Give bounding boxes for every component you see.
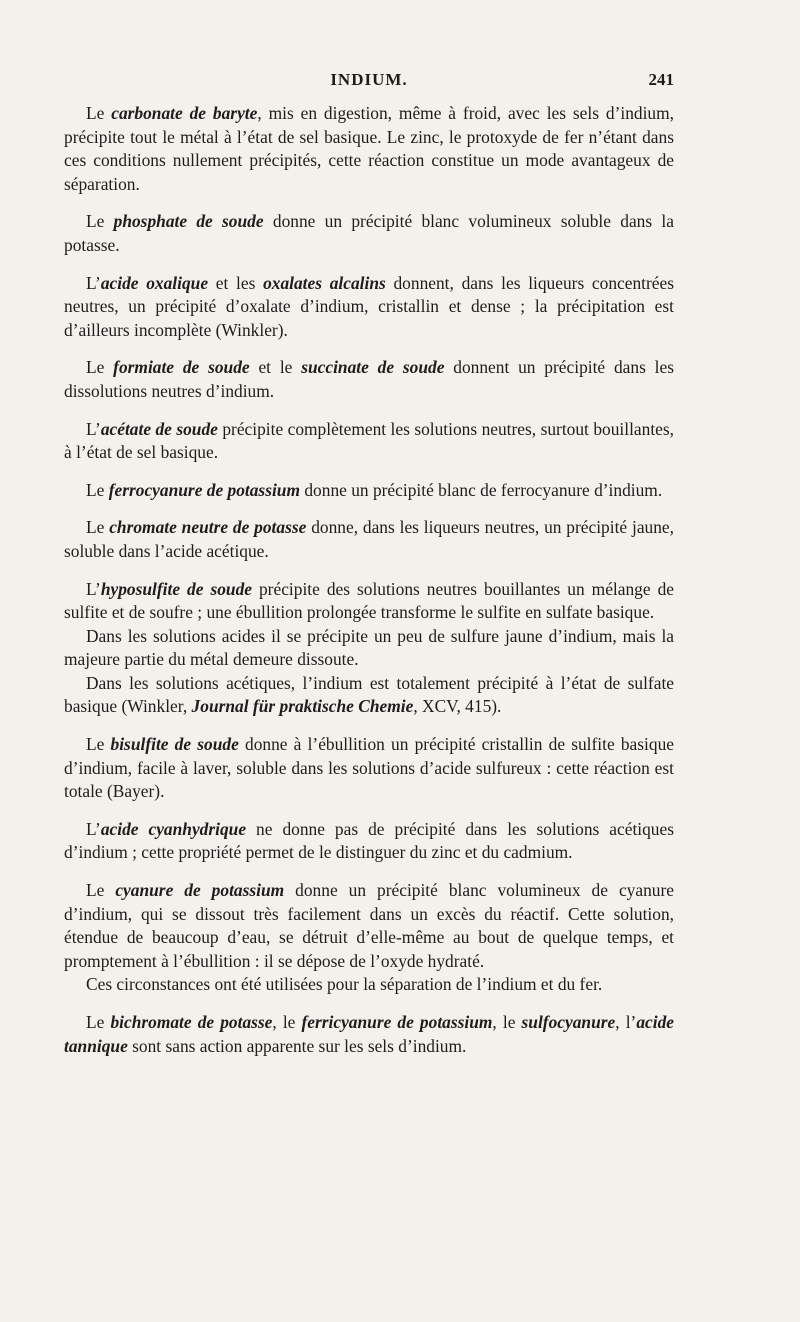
paragraph <box>64 818 674 865</box>
italic-term: succinate de soude <box>301 357 445 378</box>
italic-term: acétate de soude <box>100 418 218 439</box>
text-run: et le <box>249 357 302 378</box>
italic-term: Journal für praktische Chemie <box>191 696 414 717</box>
text-run: Dans les solutions acides il se précipite un peu de sulfure jaune d’indium, mais la majeure partie du métal demeure dissoute. <box>64 625 674 670</box>
text-run: , le <box>272 1012 302 1032</box>
paragraph <box>64 356 674 403</box>
text-run: , le <box>492 1012 522 1032</box>
italic-term: carbonate de baryte <box>111 103 258 123</box>
text-run: donnent, dans les liqueurs concentrées neutres, un précipité d’oxalate d’indium, cristallin et dense ; la précipitation est d’ailleurs incomplète (Winkler). <box>64 272 675 340</box>
text-run: Le <box>86 103 112 123</box>
paragraph <box>64 516 674 563</box>
italic-term: acide oxalique <box>100 272 209 293</box>
text-run: précipite des solutions neutres bouillantes un mélange de sulfite et de soufre ; une ébullition prolongée transforme le sulfite en sulfate basique. <box>64 578 674 623</box>
text-run: Le <box>86 211 114 232</box>
text-run: précipite complètement les solutions neutres, surtout bouillantes, à l’état de sel basique. <box>64 418 674 463</box>
text-run: Le <box>86 880 116 901</box>
paragraph <box>64 210 674 257</box>
paragraph <box>64 102 674 196</box>
italic-term: oxalates alcalins <box>263 272 386 293</box>
text-run: donne un précipité blanc de ferrocyanure d’indium. <box>300 479 663 500</box>
italic-term: bisulfite de soude <box>110 734 239 755</box>
italic-term: ferrocyanure de potassium <box>108 479 301 500</box>
paragraph <box>64 973 674 997</box>
text-run: Dans les solutions acétiques, l’indium est totalement précipité à l’état de sulfate basique (Winkler, <box>64 672 674 717</box>
body-text <box>64 102 674 1058</box>
text-run: Le <box>86 479 109 500</box>
italic-term: formiate de soude <box>113 357 250 378</box>
paragraph <box>64 272 674 343</box>
italic-term: hyposulfite de soude <box>100 578 252 599</box>
text-run: L’ <box>86 578 101 599</box>
text-run: donne, dans les liqueurs neutres, un précipité jaune, soluble dans l’acide acétique. <box>64 517 674 561</box>
text-run: L’ <box>86 418 101 439</box>
italic-term: chromate neutre de potasse <box>109 517 307 538</box>
italic-term: ferricyanure de potassium <box>301 1012 493 1032</box>
paragraph <box>64 479 674 503</box>
text-run: Ces circonstances ont été utilisées pour la séparation de l’indium et du fer. <box>86 974 603 995</box>
text-run: et les <box>208 272 264 293</box>
paragraph <box>64 625 674 672</box>
text-run: L’ <box>86 818 101 839</box>
italic-term: acide tannique <box>64 1012 674 1056</box>
paragraph <box>64 733 674 804</box>
italic-term: cyanure de potassium <box>115 880 285 901</box>
paragraph <box>64 672 674 719</box>
running-title: INDIUM. <box>330 70 408 89</box>
text-run: Le <box>86 517 110 538</box>
text-run: , mis en digestion, même à froid, avec les sels d’indium, précipite tout le métal à l’état de sel basique. Le zinc, le protoxyde de fer n’étant dans ces conditions nullement précipités, cette réaction constitue un mode avantageux de séparation. <box>64 103 674 194</box>
italic-term: acide cyanhydrique <box>100 818 247 839</box>
text-run: Le <box>86 734 111 755</box>
text-run: ne donne pas de précipité dans les solutions acétiques d’indium ; cette propriété permet de le distinguer du zinc et du cadmium. <box>64 818 674 863</box>
paragraph <box>64 578 674 625</box>
text-run: donne un précipité blanc volumineux soluble dans la potasse. <box>64 211 674 255</box>
paragraph <box>64 418 674 465</box>
text-run: , l’ <box>615 1012 637 1032</box>
italic-term: phosphate de soude <box>113 211 264 232</box>
text-run: , XCV, 415). <box>413 696 502 717</box>
paragraph <box>64 1011 674 1058</box>
text-run: donne à l’ébullition un précipité cristallin de sulfite basique d’indium, facile à laver, soluble dans les solutions d’acide sulfureux : cette réaction est totale (Bayer). <box>64 734 674 802</box>
italic-term: bichromate de potasse <box>110 1012 273 1032</box>
text-run: L’ <box>86 272 101 293</box>
text-run: sont sans action apparente sur les sels d’indium. <box>127 1035 467 1056</box>
text-run: donne un précipité blanc volumineux de cyanure d’indium, qui se dissout très facilement dans un excès du réactif. Cette solution, étendue de beaucoup d’eau, se détruit d’elle-même au bout de quelque temps, et promptement à l’ébullition : il se dépose de l’oxyde hydraté. <box>64 880 674 971</box>
text-run: donnent un précipité dans les dissolutions neutres d’indium. <box>64 357 674 401</box>
italic-term: sulfocyanure <box>521 1012 616 1032</box>
paragraph <box>64 879 674 973</box>
text-run: Le <box>86 1012 111 1032</box>
page-number: 241 <box>648 70 674 89</box>
text-run: Le <box>86 357 114 378</box>
page-header <box>64 70 674 96</box>
